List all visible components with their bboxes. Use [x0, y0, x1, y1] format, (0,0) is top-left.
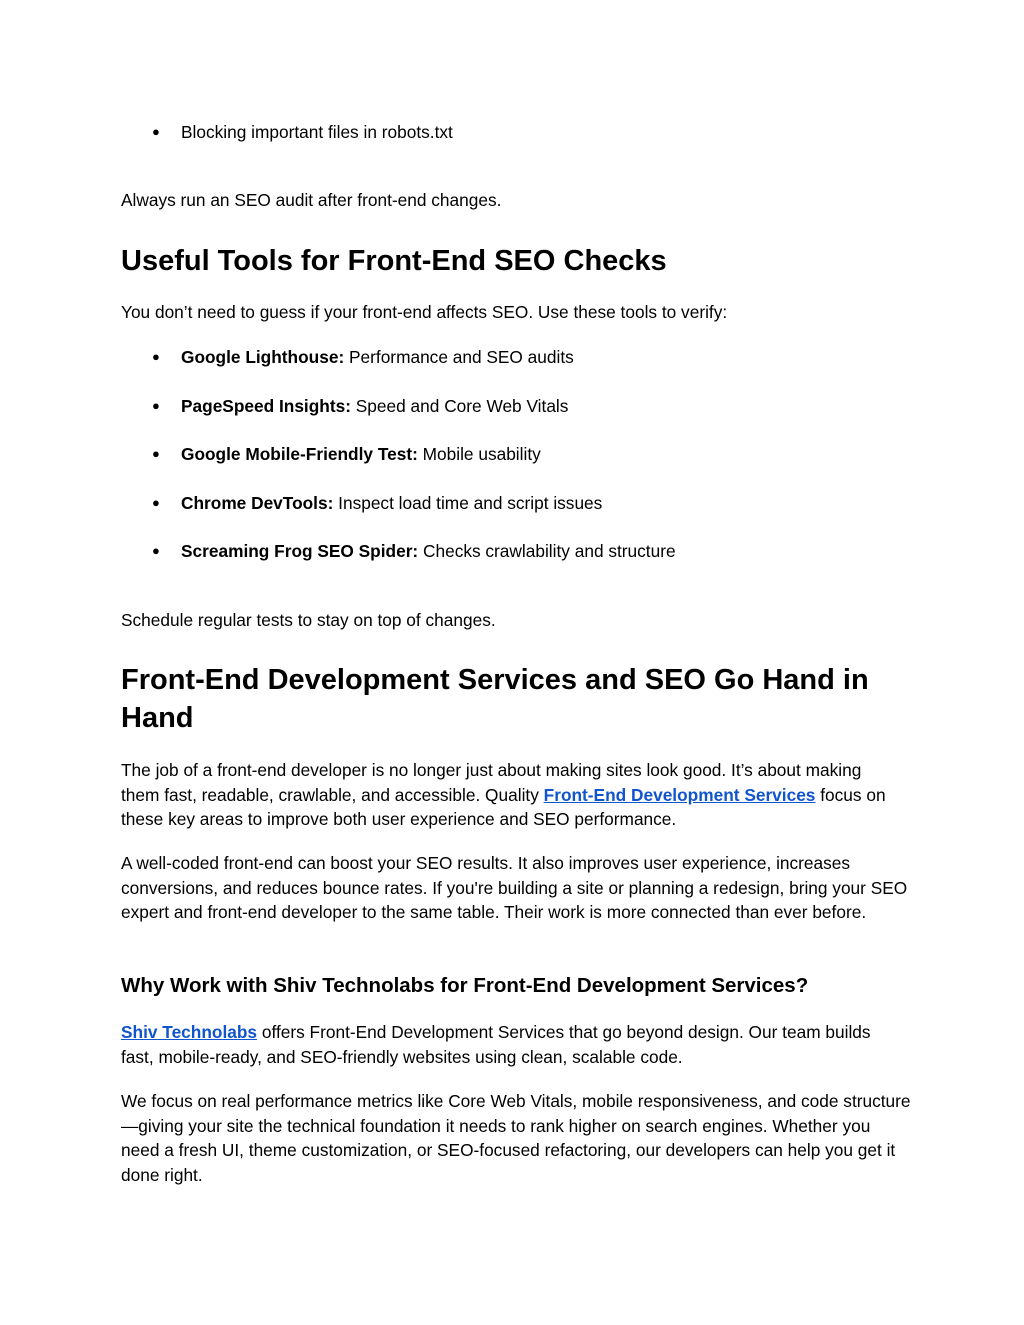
front-end-development-services-link[interactable]: Front-End Development Services: [543, 784, 816, 805]
tool-name: Chrome DevTools:: [181, 493, 334, 513]
why-paragraph-1: [121, 1020, 891, 1069]
paragraph-text: offers Front-End Development Services that go beyond design. Our team builds fast, mobile-ready, and SEO-friendly websites using clean, scalable code.: [121, 1022, 871, 1067]
bullet: ●: [152, 446, 160, 461]
list-item: [121, 442, 901, 466]
list-item: [121, 394, 901, 418]
services-paragraph-1: [121, 758, 901, 832]
list-item: [121, 539, 901, 563]
tool-name: Google Lighthouse:: [181, 347, 345, 367]
tool-description: Inspect load time and script issues: [333, 493, 603, 513]
tool-description: Speed and Core Web Vitals: [350, 396, 569, 416]
paragraph-text: focus on these key areas to improve both user experience and SEO performance.: [121, 784, 886, 829]
tools-intro: You don’t need to guess if your front-end affects SEO. Use these tools to verify:: [121, 302, 728, 322]
list-item: [121, 345, 901, 369]
list-item: [121, 491, 901, 515]
why-heading: Why Work with Shiv Technolabs for Front-End Development Services?: [121, 974, 809, 997]
bullet: ●: [152, 349, 160, 364]
paragraph-text: The job of a front-end developer is no longer just about making sites look good. It’s about making them fast, readable, crawlable, and accessible. Quality: [121, 760, 862, 805]
why-paragraph-2: We focus on real performance metrics like Core Web Vitals, mobile responsiveness, and code structure—giving your site the technical foundation it needs to rank higher on search engines. Whether you need a fresh UI, theme customization, or SEO-focused refactoring, our developers can help you get it done right.: [121, 1091, 911, 1185]
tool-name: Google Mobile-Friendly Test:: [181, 444, 418, 464]
tools-outro: Schedule regular tests to stay on top of changes.: [121, 610, 496, 630]
bullet: ●: [152, 398, 160, 413]
services-paragraph-2: A well-coded front-end can boost your SEO results. It also improves user experience, increases conversions, and reduces bounce rates. If you're building a site or planning a redesign, bring your SEO expert and front-end developer to the same table. Their work is more connected than ever before.: [121, 853, 908, 922]
shiv-technolabs-link[interactable]: Shiv Technolabs: [121, 1022, 258, 1042]
tools-heading: Useful Tools for Front-End SEO Checks: [121, 245, 667, 277]
list-item-text: Blocking important files in robots.txt: [181, 122, 453, 142]
tool-description: Performance and SEO audits: [344, 347, 574, 367]
tool-description: Mobile usability: [417, 444, 541, 464]
audit-note: Always run an SEO audit after front-end changes.: [121, 190, 502, 210]
tool-description: Checks crawlability and structure: [418, 541, 676, 561]
tool-name: PageSpeed Insights:: [181, 396, 351, 416]
bullet: ●: [152, 124, 160, 139]
services-heading: Front-End Development Services and SEO Go Hand in Hand: [121, 664, 869, 734]
tool-name: Screaming Frog SEO Spider:: [181, 541, 419, 561]
bullet: ●: [152, 495, 160, 510]
bullet: ●: [152, 543, 160, 558]
list-item: [121, 120, 901, 144]
